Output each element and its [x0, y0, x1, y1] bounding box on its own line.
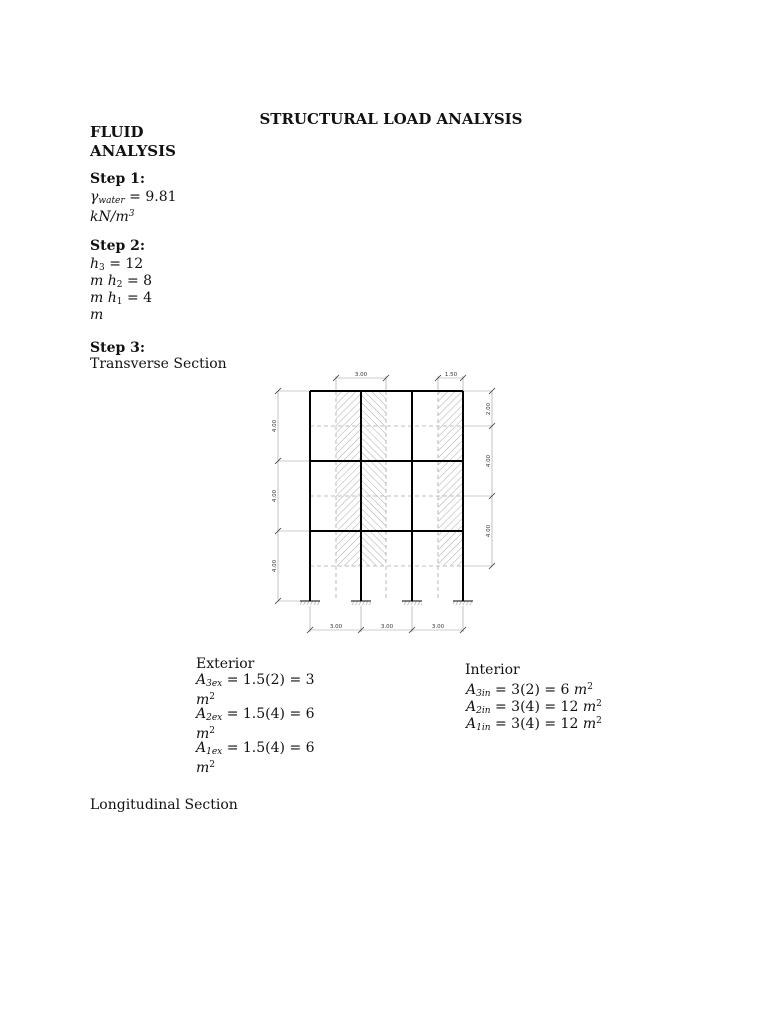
hatch-area-3 — [438, 391, 463, 566]
gamma-rhs: = 9.81 — [129, 189, 177, 205]
a3in-sub: 3in — [476, 689, 491, 699]
h1-sub: 1 — [116, 297, 123, 307]
h3-unit: m — [90, 273, 104, 289]
right-dim-1: 2.00 — [486, 402, 492, 416]
top-dim-2: 1.50 — [444, 372, 458, 378]
interior-item-3: $A_{3in} = 3(2) = 6$ $m^2$ — [466, 682, 593, 699]
section-heading — [90, 123, 176, 161]
a3ex-unit: m — [196, 692, 210, 708]
interior-heading: Interior — [465, 662, 520, 678]
right-dim-2: 4.00 — [486, 454, 492, 468]
fixed-supports — [300, 601, 473, 605]
a3in-exp: 2 — [587, 682, 593, 692]
a1ex-rhs: = 1.5(4) = 6 — [226, 740, 315, 756]
step1-unit — [90, 206, 134, 226]
exterior-heading: Exterior — [196, 656, 255, 672]
left-dim-1: 4.00 — [272, 419, 278, 433]
a1ex-sub: 1ex — [206, 747, 223, 757]
page-title: STRUCTURAL LOAD ANALYSIS — [259, 110, 523, 128]
bottom-dim-3: 3.00 — [431, 624, 445, 630]
step2-unit-last — [90, 307, 103, 324]
a2ex-exp: 2 — [209, 726, 216, 736]
a1in-exp: 2 — [596, 716, 602, 726]
h2-value: = 8 — [126, 273, 153, 289]
a2ex-unit: m — [196, 726, 210, 742]
left-dim-2: 4.00 — [272, 489, 278, 503]
interior-item-2: $A_{2in} = 3(4) = 12$ $m^2$ — [466, 699, 602, 716]
a1in-sub: 1in — [476, 723, 491, 733]
exterior-item-2: $A_{2ex} = 1.5(4) = 6$ — [196, 706, 315, 723]
exterior-item-1: $A_{1ex} = 1.5(4) = 6$ — [196, 740, 315, 757]
a3in-rhs: = 3(2) = 6 — [494, 682, 570, 698]
a2in-unit: m — [582, 699, 597, 715]
section-heading-line1: FLUID — [90, 123, 144, 141]
a2in-exp: 2 — [596, 699, 602, 709]
transverse-section-label: Transverse Section — [90, 356, 227, 372]
step2-h1: m $h_1 = 4$ — [90, 290, 153, 307]
step2-h2: m $h_2 = 8$ — [90, 273, 153, 290]
step1-label: Step 1: — [90, 171, 146, 187]
bottom-dim-1: 3.00 — [329, 624, 343, 630]
step2-h3: $h_3 = 12$ — [90, 256, 144, 273]
exterior-item-1-unit — [196, 757, 215, 777]
unit-exp: 3 — [128, 209, 135, 219]
a2in-sub: 2in — [476, 706, 491, 716]
section-heading-line2: ANALYSIS — [90, 142, 176, 160]
h3-value: = 12 — [109, 256, 144, 272]
step2-label: Step 2: — [90, 238, 146, 254]
longitudinal-section-label: Longitudinal Section — [90, 797, 238, 813]
h2-sub: 2 — [116, 280, 123, 290]
top-dim-1: 3.00 — [354, 372, 368, 378]
a3ex-rhs: = 1.5(2) = 3 — [226, 672, 315, 688]
right-dim-3: 4.00 — [486, 524, 492, 538]
h1-unit: m — [90, 307, 104, 323]
h2-unit: m — [90, 290, 104, 306]
a1ex-unit: m — [196, 760, 210, 776]
step3-label: Step 3: — [90, 340, 146, 356]
a1in-unit: m — [582, 716, 597, 732]
a1in-rhs: = 3(4) = 12 — [494, 716, 579, 732]
gamma-symbol: γ — [90, 189, 99, 205]
h3-sub: 3 — [99, 263, 105, 273]
a3in-unit: m — [573, 682, 588, 698]
interior-item-1: $A_{1in} = 3(4) = 12$ $m^2$ — [466, 716, 602, 733]
a3ex-sub: 3ex — [206, 679, 223, 689]
gamma-sub: water — [98, 196, 125, 206]
a3ex-exp: 2 — [209, 692, 216, 702]
hatch-area-1 — [336, 391, 361, 566]
unit-text: kN/m — [90, 209, 129, 225]
a2in-rhs: = 3(4) = 12 — [494, 699, 579, 715]
a2ex-rhs: = 1.5(4) = 6 — [226, 706, 315, 722]
bottom-dim-2: 3.00 — [380, 624, 394, 630]
exterior-item-3: $A_{3ex} = 1.5(2) = 3$ — [196, 672, 315, 689]
hatch-area-2 — [361, 391, 386, 566]
h1-value: = 4 — [126, 290, 153, 306]
transverse-frame-figure — [268, 366, 504, 638]
left-dim-3: 4.00 — [272, 559, 278, 573]
a2ex-sub: 2ex — [206, 713, 223, 723]
a1ex-exp: 2 — [209, 760, 216, 770]
